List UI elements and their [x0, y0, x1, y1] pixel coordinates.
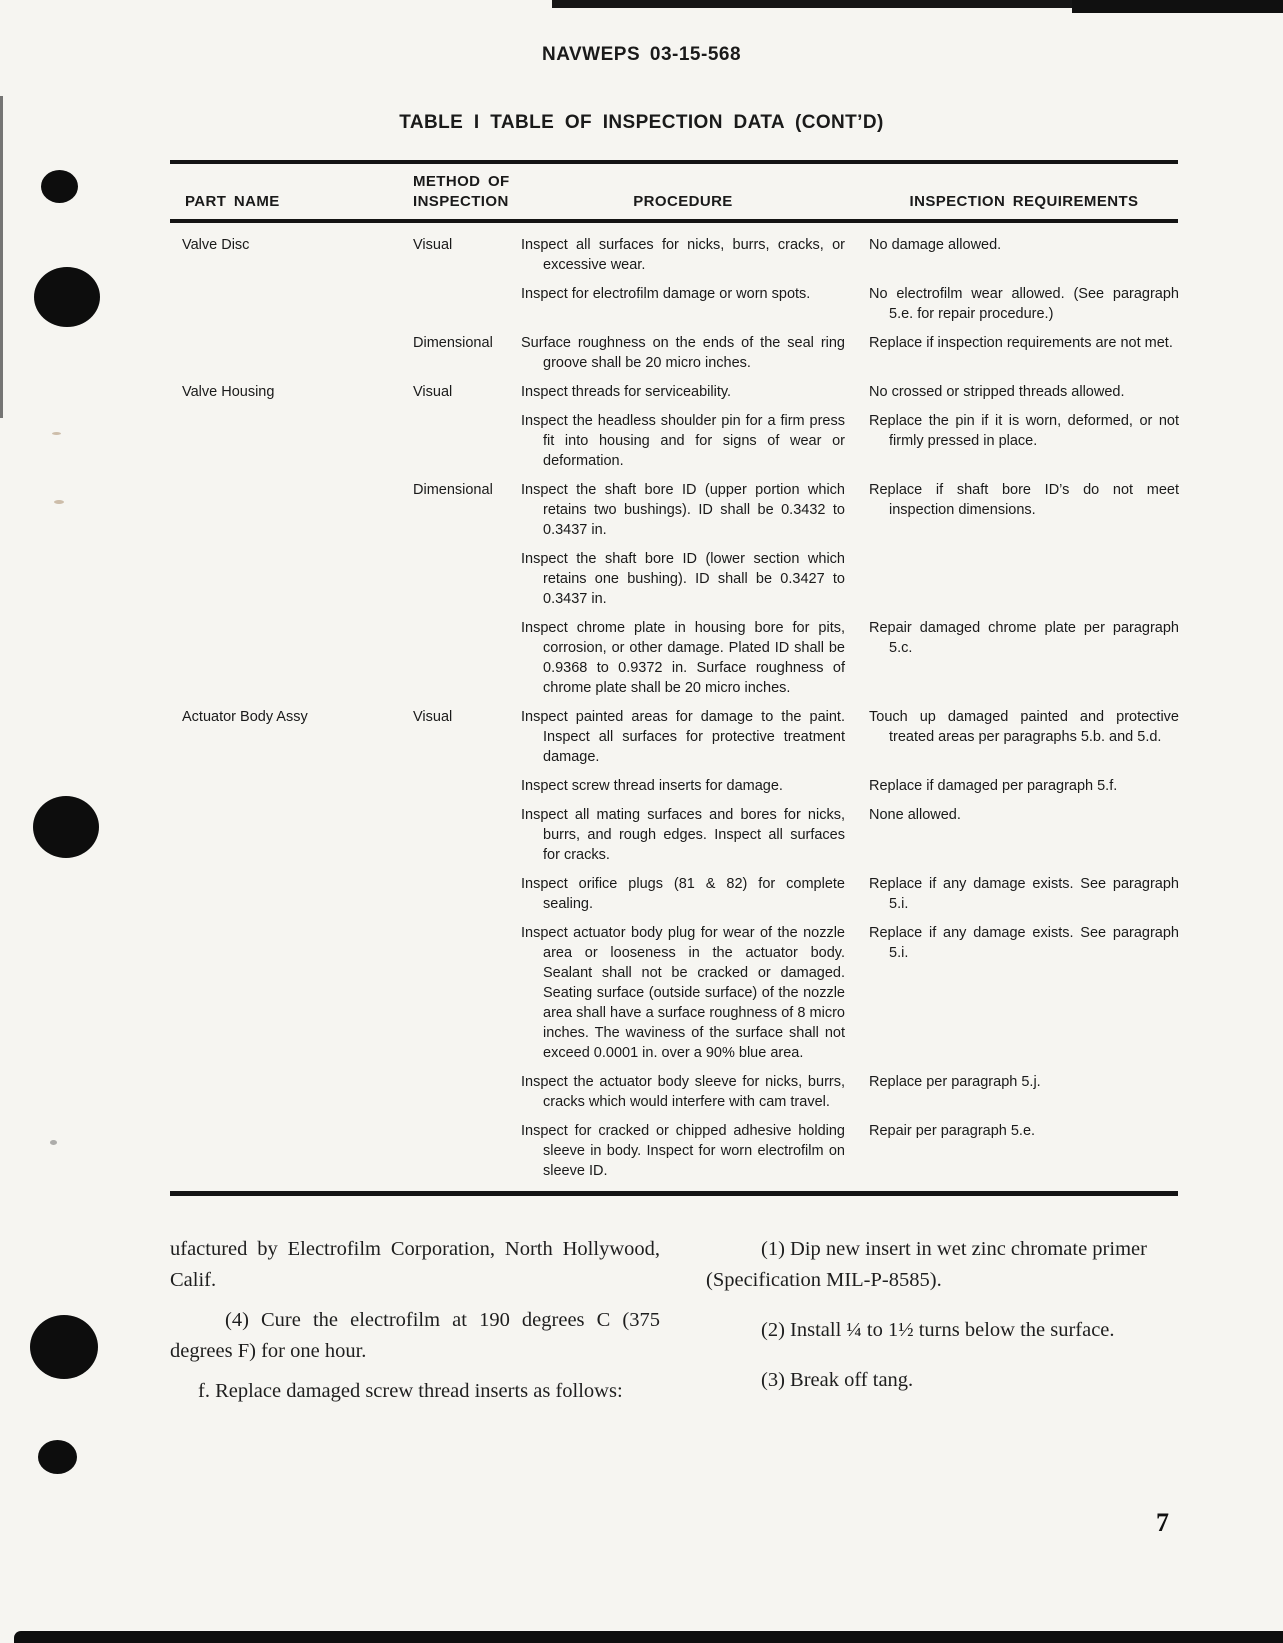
method-cell: [413, 284, 513, 324]
footer-paragraph: (4) Cure the electrofilm at 190 degrees C (375 degrees F) for one hour.: [170, 1309, 660, 1362]
part-name-cell: Valve Disc: [182, 237, 250, 253]
part-name-cell: Valve Housing: [182, 384, 275, 400]
footer-text: [170, 1234, 1182, 1407]
table-row: [170, 382, 1178, 402]
procedure-cell: Inspect screw thread inserts for damage.: [521, 778, 783, 794]
method-cell: Visual: [413, 709, 453, 725]
column-header-procedure: PROCEDURE: [633, 193, 733, 210]
footer-paragraph: (3) Break off tang.: [761, 1369, 914, 1391]
table-row: [170, 333, 1178, 373]
requirement-cell: Repair damaged chrome plate per paragraph 5.c.: [869, 620, 1179, 656]
footer-right-column: [706, 1234, 1182, 1407]
requirement-cell: Replace if any damage exists. See paragraph 5.i.: [869, 876, 1179, 912]
scan-speck: [54, 500, 64, 504]
part-name-cell: [170, 284, 405, 324]
column-header-inspection-requirements: INSPECTION REQUIREMENTS: [909, 193, 1139, 210]
requirement-cell: Touch up damaged painted and protective treated areas per paragraphs 5.b. and 5.d.: [869, 709, 1179, 745]
requirement-cell: Replace per paragraph 5.j.: [869, 1074, 1041, 1090]
requirement-cell: [869, 549, 1179, 609]
requirement-cell: Replace if shaft bore ID’s do not meet inspection dimensions.: [869, 482, 1179, 518]
scan-edge-left-sliver: [0, 96, 3, 418]
table-row: [170, 411, 1178, 471]
procedure-cell: Inspect all surfaces for nicks, burrs, cracks, or excessive wear.: [521, 237, 845, 273]
part-name-cell: [170, 923, 405, 1063]
requirement-cell: Replace if inspection requirements are not met.: [869, 335, 1173, 351]
table-rule-bottom: [170, 1191, 1178, 1196]
procedure-cell: Inspect chrome plate in housing bore for pits, corrosion, or other damage. Plated ID shall be 0.9368 to 0.9372 in. Surface roughness of chrome plate shall be 20 micro inches.: [521, 620, 845, 696]
procedure-cell: Inspect actuator body plug for wear of the nozzle area or looseness in the actuator body. Sealant shall not be cracked or damaged. Seating surface (outside surface) of the nozzle area shall have a surface roughness of 8 micro inches. The waviness of the surface shall not exceed 0.0001 in. over a 90% blue area.: [521, 925, 845, 1061]
procedure-cell: Inspect for cracked or chipped adhesive holding sleeve in body. Inspect for worn electrofilm on sleeve ID.: [521, 1123, 845, 1179]
procedure-cell: Inspect threads for serviceability.: [521, 384, 732, 400]
table-row: [170, 776, 1178, 796]
method-cell: Dimensional: [413, 482, 493, 498]
method-cell: [413, 776, 513, 796]
procedure-cell: Inspect the shaft bore ID (upper portion which retains two bushings). ID shall be 0.3432 to 0.3437 in.: [521, 482, 845, 538]
part-name-cell: [170, 333, 405, 373]
part-name-cell: Actuator Body Assy: [182, 709, 308, 725]
binder-hole: [33, 796, 99, 858]
method-cell: [413, 411, 513, 471]
requirement-cell: Repair per paragraph 5.e.: [869, 1123, 1036, 1139]
method-cell: [413, 618, 513, 698]
requirement-cell: Replace the pin if it is worn, deformed, or not firmly pressed in place.: [869, 413, 1179, 449]
page-number: 7: [1156, 1508, 1169, 1537]
part-name-cell: [170, 776, 405, 796]
requirement-cell: Replace if damaged per paragraph 5.f.: [869, 778, 1118, 794]
method-cell: Visual: [413, 384, 453, 400]
table-row: [170, 874, 1178, 914]
table-row: [170, 284, 1178, 324]
scan-edge-bottom-bar: [14, 1631, 1283, 1643]
procedure-cell: Inspect for electrofilm damage or worn spots.: [521, 286, 811, 302]
table-header-row: [170, 164, 1178, 219]
footer-left-column: [170, 1234, 660, 1407]
method-cell: [413, 874, 513, 914]
part-name-cell: [170, 549, 405, 609]
doc-number: NAVWEPS 03-15-568: [541, 44, 742, 65]
table-row: [170, 805, 1178, 865]
table-row: [170, 618, 1178, 698]
method-cell: [413, 923, 513, 1063]
scan-speck: [50, 1140, 57, 1145]
part-name-cell: [170, 874, 405, 914]
method-cell: [413, 1072, 513, 1112]
procedure-cell: Inspect all mating surfaces and bores for nicks, burrs, and rough edges. Inspect all surfaces for cracks.: [521, 807, 845, 863]
table-row: [170, 1121, 1178, 1181]
scan-edge-top-bar-thick: [1072, 0, 1283, 13]
footer-paragraph: (2) Install ¼ to 1½ turns below the surface.: [761, 1319, 1115, 1341]
part-name-cell: [170, 1121, 405, 1181]
table-row: [170, 1072, 1178, 1112]
scan-speck: [52, 432, 61, 435]
column-header-part-name: PART NAME: [185, 193, 280, 210]
part-name-cell: [170, 805, 405, 865]
method-cell: [413, 805, 513, 865]
requirement-cell: No damage allowed.: [869, 237, 1002, 253]
table-row: [170, 923, 1178, 1063]
requirement-cell: Replace if any damage exists. See paragraph 5.i.: [869, 925, 1179, 961]
footer-paragraph: (1) Dip new insert in wet zinc chromate primer (Specification MIL-P-8585).: [706, 1238, 1147, 1291]
procedure-cell: Inspect the shaft bore ID (lower section which retains one bushing). ID shall be 0.3427 to 0.3437 in.: [521, 551, 845, 607]
part-name-cell: [170, 411, 405, 471]
column-header-method-of-inspection: METHOD OF INSPECTION: [413, 173, 510, 210]
footer-paragraph: ufactured by Electrofilm Corporation, North Hollywood, Calif.: [170, 1238, 660, 1291]
binder-hole: [30, 1315, 98, 1379]
procedure-cell: Inspect the actuator body sleeve for nicks, burrs, cracks which would interfere with cam travel.: [521, 1074, 845, 1110]
table-title: TABLE I TABLE OF INSPECTION DATA (CONT’D): [399, 112, 884, 133]
table-row: [170, 707, 1178, 767]
requirement-cell: None allowed.: [869, 807, 961, 823]
procedure-cell: Surface roughness on the ends of the seal ring groove shall be 20 micro inches.: [521, 335, 845, 371]
procedure-cell: Inspect painted areas for damage to the paint. Inspect all surfaces for protective treatment damage.: [521, 709, 845, 765]
method-cell: Visual: [413, 237, 453, 253]
method-cell: Dimensional: [413, 335, 493, 351]
footer-paragraph: f. Replace damaged screw thread inserts as follows:: [198, 1380, 623, 1402]
table-row: [170, 480, 1178, 540]
binder-hole: [38, 1440, 77, 1474]
table-row: [170, 235, 1178, 275]
binder-hole: [34, 267, 100, 327]
procedure-cell: Inspect orifice plugs (81 & 82) for complete sealing.: [521, 876, 845, 912]
binder-hole: [41, 170, 78, 203]
inspection-table: [170, 160, 1178, 1196]
requirement-cell: No electrofilm wear allowed. (See paragraph 5.e. for repair procedure.): [869, 286, 1179, 322]
requirement-cell: No crossed or stripped threads allowed.: [869, 384, 1125, 400]
part-name-cell: [170, 480, 405, 540]
method-cell: [413, 1121, 513, 1181]
procedure-cell: Inspect the headless shoulder pin for a firm press fit into housing and for signs of wear or deformation.: [521, 413, 845, 469]
part-name-cell: [170, 1072, 405, 1112]
method-cell: [413, 549, 513, 609]
table-row: [170, 549, 1178, 609]
table-body: [170, 223, 1178, 1191]
part-name-cell: [170, 618, 405, 698]
